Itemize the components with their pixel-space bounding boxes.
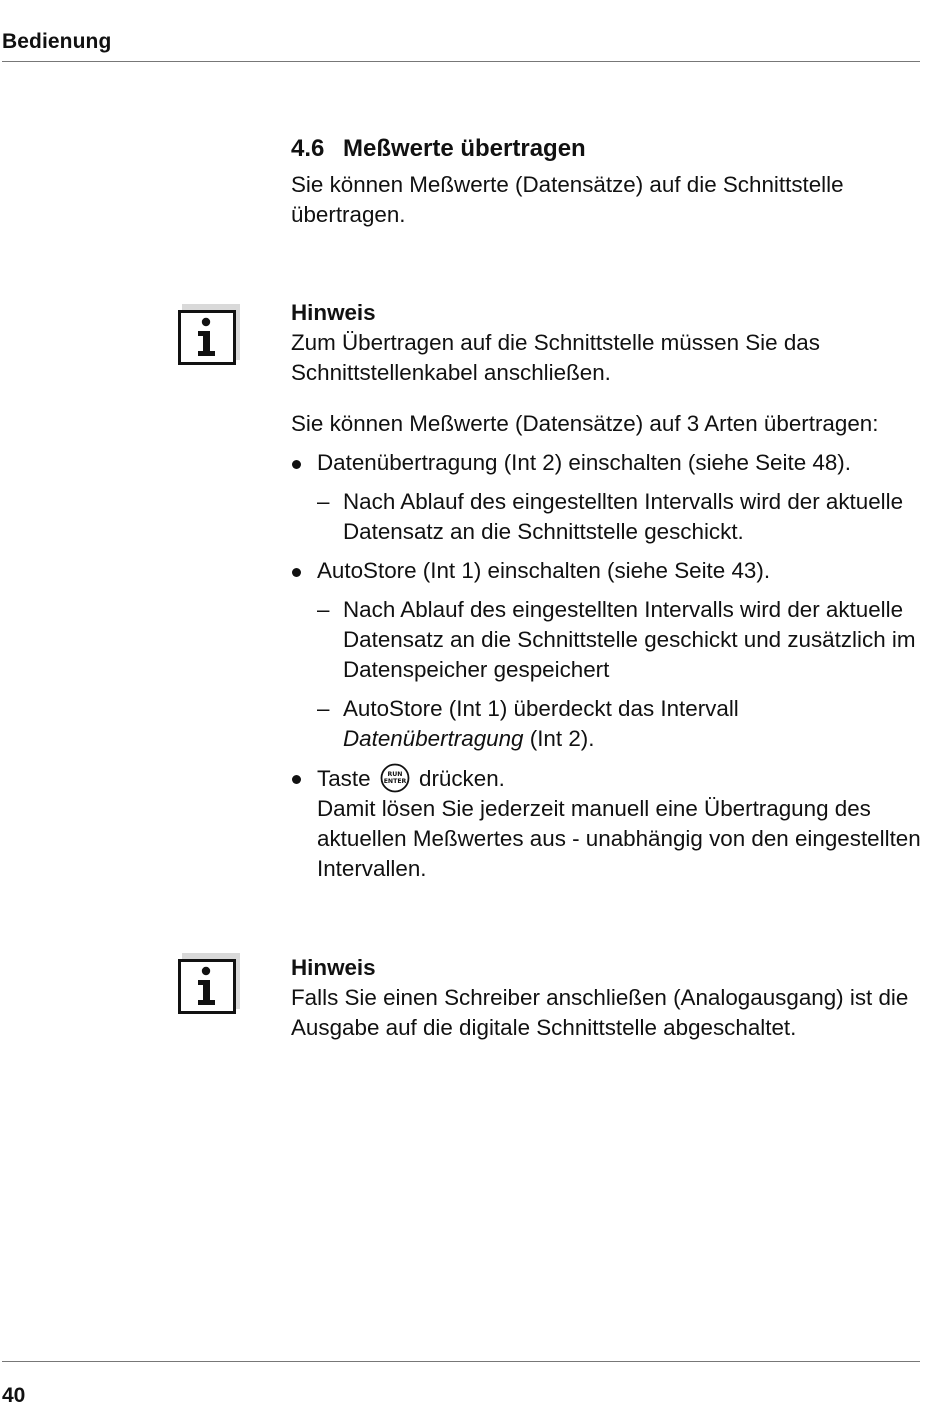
list-item-text: AutoStore (Int 1) einschalten (siehe Seite 43). [317,558,771,583]
list-item-text: drücken. [419,766,505,791]
list-item-continuation: Damit lösen Sie jederzeit manuell eine Übertragung des aktuellen Meßwertes aus - unabhängig von den eingestellten Intervallen. [317,796,921,881]
note-title: Hinweis [291,955,376,980]
note-text: Falls Sie einen Schreiber anschließen (Analogausgang) ist die Ausgabe auf die digitale Schnittstelle abgeschaltet. [291,985,909,1040]
sub-list-item: – Nach Ablauf des eingestellten Intervalls wird der aktuelle Datensatz an die Schnittstelle geschickt. [317,487,931,547]
sub-item-text: (Int 2). [529,726,595,751]
run-enter-key-icon [380,763,410,793]
section-title: Meßwerte übertragen [343,135,586,162]
note-block [291,298,931,388]
list-item [291,556,931,754]
bullet-list [291,448,931,884]
note-text: Zum Übertragen auf die Schnittstelle müssen Sie das Schnittstellenkabel anschließen. [291,330,820,385]
list-item-text: Datenübertragung (Int 2) einschalten (siehe Seite 48). [317,450,851,475]
menu-term: Datenübertragung [343,726,524,751]
key-label-run: RUN [387,771,403,778]
page-number: 40 [2,1384,26,1407]
key-label-enter: ENTER [383,778,407,785]
note-block [291,953,931,1043]
list-item [291,763,931,884]
info-icon [178,953,240,1015]
sub-list [317,487,931,547]
list-item [291,448,931,547]
sub-list-item: – Nach Ablauf des eingestellten Intervalls wird der aktuelle Datensatz an die Schnittstelle geschickt und zusätzlich im Datenspeicher gespeichert [317,595,931,685]
running-header: Bedienung [2,30,112,53]
sub-list-item [317,694,931,754]
section-intro: Sie können Meßwerte (Datensätze) auf die Schnittstelle übertragen. [291,172,844,227]
info-icon [178,304,240,366]
header-rule [2,61,920,62]
ways-intro: Sie können Meßwerte (Datensätze) auf 3 Arten übertragen: [291,411,879,436]
footer-rule [2,1361,920,1362]
sub-list [317,595,931,754]
list-item-text: Taste [317,766,371,791]
main-content [291,134,931,1043]
note-title: Hinweis [291,300,376,325]
sub-item-text: AutoStore (Int 1) überdeckt das Intervall [343,696,739,721]
section-number: 4.6 [291,135,325,162]
section-heading [291,134,931,164]
